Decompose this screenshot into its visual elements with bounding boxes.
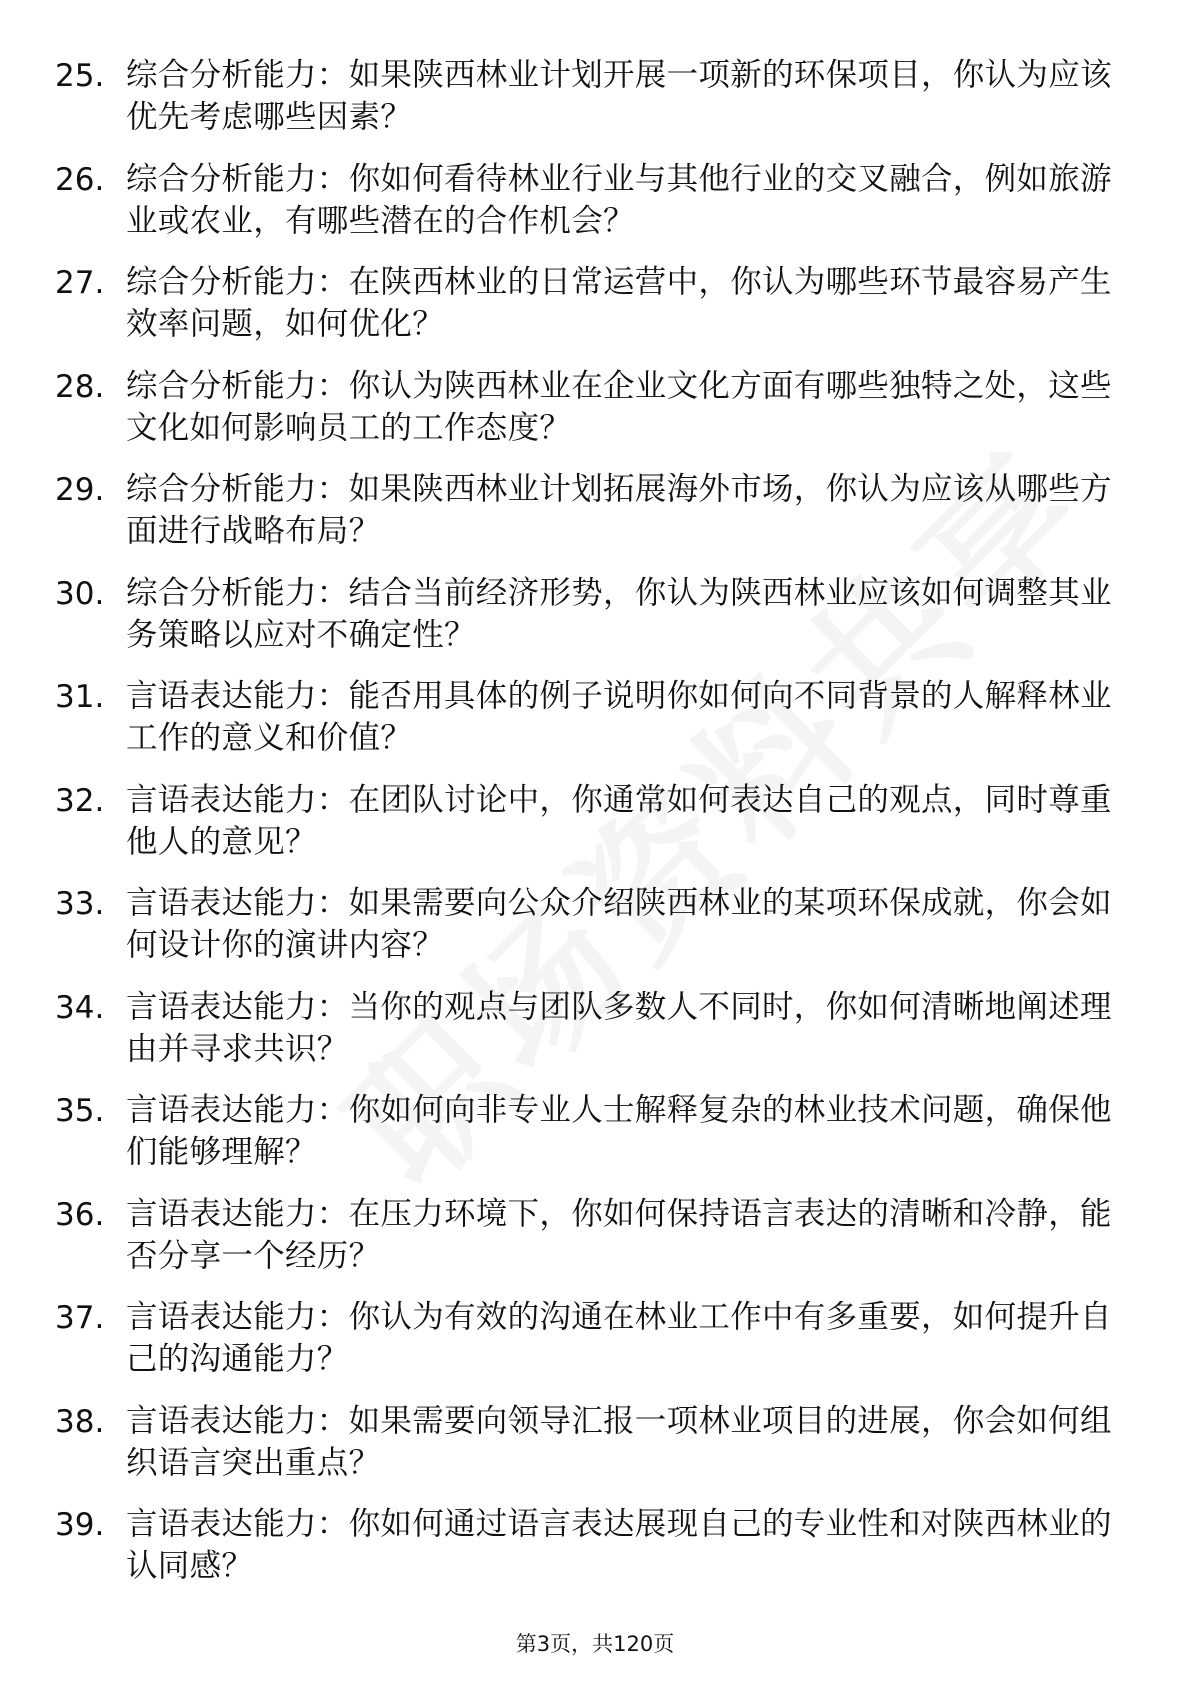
question-text: 综合分析能力：在陕西林业的日常运营中，你认为哪些环节最容易产生效率问题，如何优化？ [126,264,1112,342]
question-number: 30. [55,575,105,612]
question-item [0,150,1190,254]
question-number: 25. [55,58,105,94]
question-item [0,46,1190,150]
question-number: 35. [55,1093,105,1129]
question-item [0,1392,1190,1496]
question-item [0,460,1190,564]
question-text: 综合分析能力：如果陕西林业计划拓展海外市场，你认为应该从哪些方面进行战略布局？ [126,471,1112,549]
question-text: 言语表达能力：能否用具体的例子说明你如何向不同背景的人解释林业工作的意义和价值？ [126,678,1112,756]
question-text: 言语表达能力：在压力环境下，你如何保持语言表达的清晰和冷静，能否分享一个经历？ [126,1195,1112,1274]
question-text: 言语表达能力：当你的观点与团队多数人不同时，你如何清晰地阐述理由并寻求共识？ [126,988,1112,1067]
question-item [0,874,1190,978]
question-text: 言语表达能力：如果需要向领导汇报一项林业项目的进展，你会如何组织语言突出重点？ [126,1402,1112,1481]
question-text: 综合分析能力：结合当前经济形势，你认为陕西林业应该如何调整其业务策略以应对不确定性？ [126,574,1112,653]
question-number: 36. [55,1196,105,1233]
question-item [0,978,1190,1082]
question-item [0,1081,1190,1185]
question-number: 28. [55,368,105,405]
question-number: 29. [55,472,105,508]
question-text: 综合分析能力：你如何看待林业行业与其他行业的交叉融合，例如旅游业或农业，有哪些潜在的合作机会？ [126,160,1112,239]
question-number: 33. [55,886,105,922]
question-item [0,564,1190,668]
question-text: 言语表达能力：你如何通过语言表达展现自己的专业性和对陕西林业的认同感？ [126,1506,1112,1584]
question-number: 31. [55,679,105,715]
question-text: 言语表达能力：在团队讨论中，你通常如何表达自己的观点，同时尊重他人的意见？ [126,781,1112,860]
question-item [0,1185,1190,1289]
question-list [0,46,1190,1599]
page-footer: 第3页，共120页 [515,1632,675,1656]
question-text: 综合分析能力：你认为陕西林业在企业文化方面有哪些独特之处，这些文化如何影响员工的工作态度？ [126,367,1112,446]
question-item [0,253,1190,357]
question-item [0,667,1190,771]
question-number: 27. [55,265,105,301]
question-number: 34. [55,989,105,1026]
question-item [0,1288,1190,1392]
question-number: 32. [55,782,105,819]
question-text: 言语表达能力：你如何向非专业人士解释复杂的林业技术问题，确保他们能够理解？ [126,1092,1112,1170]
question-text: 言语表达能力：你认为有效的沟通在林业工作中有多重要，如何提升自己的沟通能力？ [126,1299,1112,1377]
question-number: 26. [55,161,105,198]
question-text: 综合分析能力：如果陕西林业计划开展一项新的环保项目，你认为应该优先考虑哪些因素？ [126,57,1112,135]
question-item [0,357,1190,461]
question-item [0,1495,1190,1599]
question-text: 言语表达能力：如果需要向公众介绍陕西林业的某项环保成就，你会如何设计你的演讲内容？ [126,885,1112,963]
question-number: 37. [55,1300,105,1336]
question-item [0,771,1190,875]
question-number: 39. [55,1507,105,1543]
question-number: 38. [55,1403,105,1440]
